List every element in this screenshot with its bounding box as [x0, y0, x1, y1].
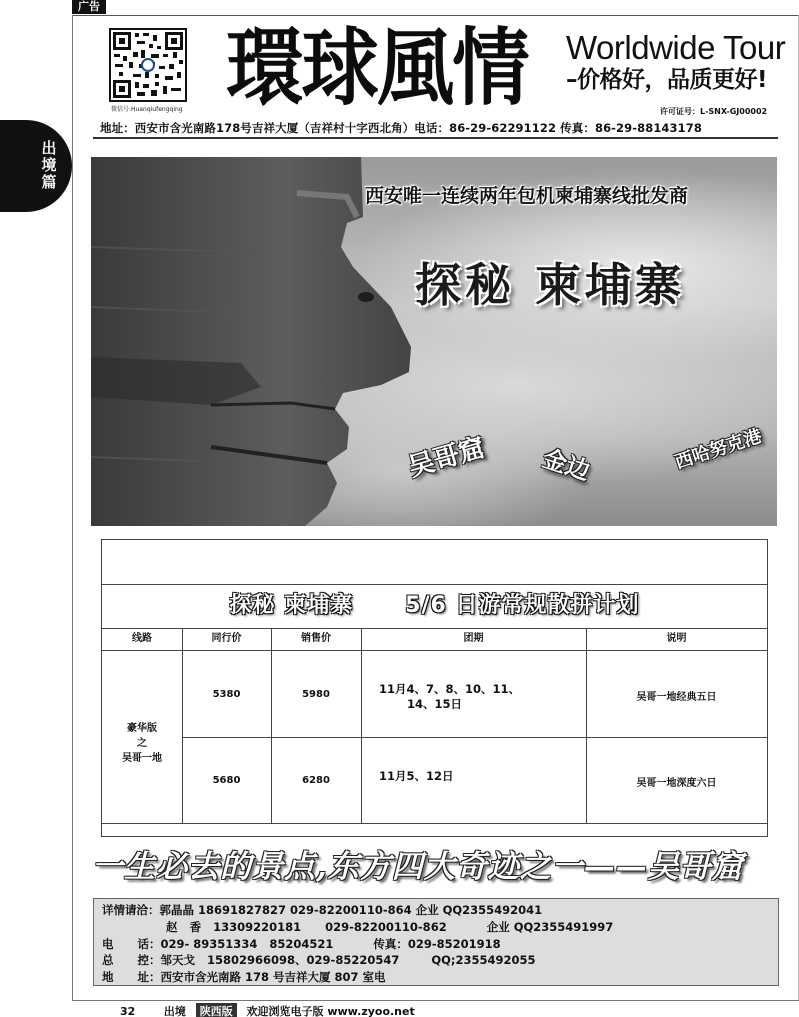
brand-slogan: –价格好，品质更好!	[566, 67, 767, 93]
page-frame-bottom	[72, 1000, 799, 1001]
company-address-line: 地址：西安市含光南路178号吉祥大厦（吉祥村十字西北角）电话：86-29-62291122 传真：86-29-88143178	[100, 121, 702, 135]
route-line: 豪华版	[127, 723, 157, 734]
tour-note: 吴哥一地深度六日	[636, 778, 717, 789]
contact-row: 详情请洽：郭晶晶 18691827827 029-82200110-864 企业 QQ2355492041	[102, 903, 543, 917]
peer-price: 5680	[212, 775, 241, 786]
footer-section: 出境	[163, 1005, 186, 1017]
peer-price: 5380	[212, 689, 241, 700]
ad-tag: 广告	[72, 0, 106, 14]
table-rule	[271, 628, 272, 823]
column-header: 同行价	[211, 633, 242, 644]
itinerary-table	[101, 539, 768, 837]
destination-label: 西哈努克港	[672, 425, 765, 474]
tour-dates	[379, 682, 579, 712]
section-tab-char: 篇	[41, 173, 57, 191]
table-rule	[182, 628, 183, 823]
table-rule	[102, 823, 767, 824]
section-tab	[0, 120, 72, 212]
table-rule	[182, 737, 767, 738]
brand-name: 環球風情	[226, 18, 528, 117]
page-footer	[120, 1003, 415, 1017]
brand-english-name: Worldwide Tour	[566, 29, 786, 66]
retail-price: 6280	[302, 775, 330, 786]
page-frame-left	[72, 15, 73, 1000]
route-line: 之	[137, 738, 147, 749]
motto-line: 一生必去的景点,东方四大奇迹之一——吴哥窟	[92, 849, 744, 885]
stone-face-icon	[91, 157, 421, 526]
contact-row: 赵 香 13309220181 029-82200110-862 企业 QQ2355491997	[102, 920, 614, 934]
table-rule	[102, 650, 767, 651]
table-rule	[586, 628, 587, 823]
route-name	[102, 721, 182, 766]
column-header: 团期	[463, 633, 484, 644]
footer-text[interactable]: 欢迎浏览电子版 www.zyoo.net	[246, 1005, 415, 1017]
route-line: 吴哥一地	[122, 753, 162, 764]
section-tab-char: 境	[41, 156, 57, 174]
license-number: 许可证号：L-SNX-GJ00002	[660, 107, 768, 116]
table-rule	[361, 628, 362, 823]
destination-label: 金边	[539, 444, 594, 486]
contact-row: 总 控：邹天戈 15802966098、029-85220547 QQ;2355492055	[102, 953, 536, 967]
contact-row: 电 话：029- 89351334 85204521 传真：029-85201918	[102, 937, 501, 951]
banner-image	[91, 157, 777, 526]
banner-headline: 西安唯一连续两年包机柬埔寨线批发商	[365, 185, 689, 207]
contact-row: 地 址：西安市含光南路 178 号吉祥大厦 807 室电	[102, 970, 386, 984]
qr-code-icon	[109, 28, 187, 102]
destination-label: 吴哥窟	[405, 432, 489, 484]
wechat-id-label: 微信号:Huanqiufengqing	[111, 106, 183, 113]
column-header: 线路	[132, 633, 152, 644]
header-divider	[93, 137, 778, 139]
top-rule	[72, 15, 799, 16]
tour-note: 吴哥一地经典五日	[636, 692, 717, 703]
column-header: 说明	[666, 633, 687, 644]
edition-badge: 陕西版	[196, 1003, 237, 1017]
page-number: 32	[120, 1005, 136, 1017]
column-header: 销售价	[301, 633, 331, 644]
tour-dates: 11月5、12日	[379, 769, 454, 783]
date-line: 11月4、7、8、10、11、	[379, 682, 521, 696]
date-line: 14、15日	[407, 697, 463, 711]
retail-price: 5980	[302, 689, 330, 700]
section-tab-char: 出	[41, 139, 57, 157]
banner-title: 探秘 柬埔寨	[415, 258, 686, 312]
table-title: 探秘 柬埔寨 5/6 日游常规散拼计划	[229, 593, 640, 618]
contact-box	[93, 898, 779, 986]
